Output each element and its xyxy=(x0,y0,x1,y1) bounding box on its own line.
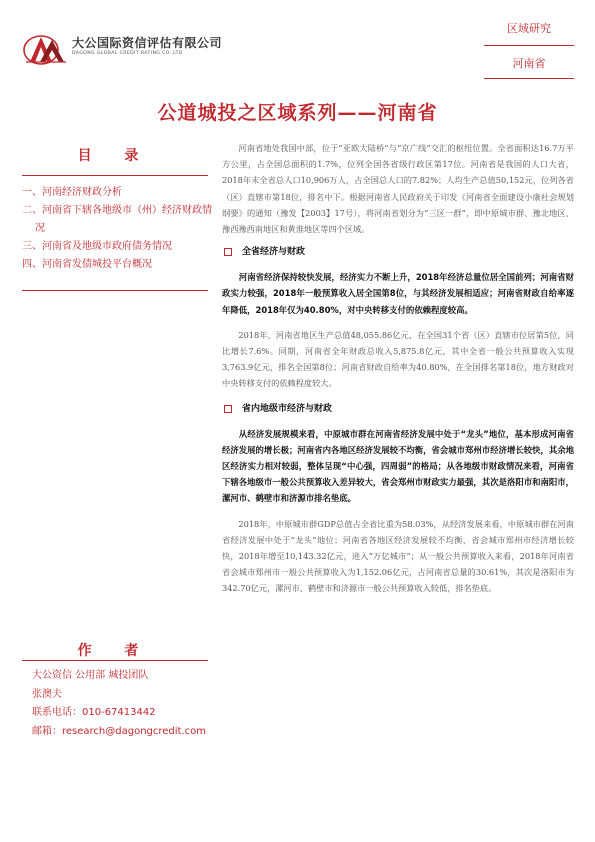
author-heading: 作 者 xyxy=(77,643,153,659)
author-divider xyxy=(22,660,208,661)
province-tag: 河南省 xyxy=(512,57,546,70)
section-heading-text: 全省经济与财政 xyxy=(242,247,306,258)
toc-item[interactable]: 四、河南省发债城投平台概况 xyxy=(22,259,152,270)
toc-divider-top xyxy=(22,175,208,176)
section-heading-text: 省内地级市经济与财政 xyxy=(242,403,333,414)
square-outline-icon xyxy=(224,405,232,413)
category-tag: 区域研究 xyxy=(507,22,551,35)
section2-body: 2018年，中原城市群GDP总值占全省比重为58.03%，从经济发展来看，中原城市群在河南省经济发展中处于“龙头”地位；河南省各地区经济发展较不均衡，省会城市郑州市经济增长较快，2018年增至10,143.32亿元，进入“万亿城市”；从一般公共预算收入来看，2018年河南省省会城市郑州市一般公共预算收入为1,152.06亿元，占河南省总量的30.61%，其次是洛阳市为342.70亿元，漯河市、鹤壁市和济源市一般公共预算收入较低，排名垫底。 xyxy=(222,518,574,594)
section1-summary: 河南省经济保持较快发展，经济实力不断上升，2018年经济总量位居全国前列；河南省财政实力较强，2018年一般预算收入居全国第8位，与其经济发展相适应；河南省财政自给率逐年降低，2018年仅为40.80%，对中央转移支付的依赖程度较高。 xyxy=(222,272,574,315)
toc-item[interactable]: 二、河南省下辖各地级市（州）经济财政情况 xyxy=(22,205,212,234)
author-email[interactable]: 邮箱：research@dagongcredit.com xyxy=(32,725,207,737)
author-team: 大公资信 公用部 城投团队 xyxy=(32,670,149,681)
toc-item[interactable]: 三、河南省及地级市政府债务情况 xyxy=(22,241,172,252)
dagong-logo-icon xyxy=(22,28,68,68)
company-name-cn: 大公国际资信评估有限公司 xyxy=(72,36,223,50)
section-heading-economy xyxy=(222,245,574,259)
report-title: 公道城投之区域系列——河南省 xyxy=(157,102,438,124)
section-heading-cities xyxy=(222,402,574,416)
section2-summary: 从经济发展规模来看，中原城市群在河南省经济发展中处于“龙头”地位，基本形成河南省经济发展的增长极；河南省内各地区经济发展较不均衡，省会城市郑州市经济增长较快，其余地区经济实力相对较弱，整体呈现“中心强，四周弱”的格局；从各地级市财政情况来看，河南省下辖各地级市一般公共预算收入差异较大，省会郑州市财政实力最强，其次是洛阳市和南阳市，漯河市、鹤壁市和济源市排名垫底。 xyxy=(222,428,574,504)
toc-list xyxy=(22,184,212,274)
category-divider xyxy=(484,45,574,46)
toc-item[interactable]: 一、河南经济财政分析 xyxy=(22,187,122,198)
square-outline-icon xyxy=(224,248,232,256)
company-name-en: DAGONG GLOBAL CREDIT RATING CO.,LTD xyxy=(72,51,183,56)
section1-body: 2018年，河南省地区生产总值48,055.86亿元，在全国31个省（区）直辖市位居第5位，同比增长7.6%。同期，河南省全年财政总收入5,875.8亿元，其中全省一般公共预算收入实现3,763.9亿元，排名全国第8位；河南省财政自给率为40.80%，在全国排名第18位，地方财政对中央转移支付的依赖程度较大。 xyxy=(222,329,574,389)
toc-divider-bottom xyxy=(22,290,208,291)
intro-paragraph: 河南省地处我国中部，位于“亚欧大陆桥”与“京广线”交汇的枢纽位置。全省面积达16.7万平方公里，占全国总面积的1.7%，位列全国各省级行政区第17位。河南省是我国的人口大省，2018年末全省总人口10,906万人，占全国总人口的7.82%；人均生产总值50,152元，位列各省（区）直辖市第18位，排名中下。根据河南省人民政府关于印发《河南省全面建设小康社会规划纲要》的通知（豫发【2003】17号），将河南省划分为“三区一群”，即中原城市群、豫北地区、豫西豫西南地区和黄淮地区等四个区域。 xyxy=(222,143,574,235)
author-phone: 联系电话：010-67413442 xyxy=(32,707,156,718)
author-info xyxy=(32,667,212,741)
toc-heading: 目 录 xyxy=(77,148,153,164)
province-divider xyxy=(484,78,574,79)
author-name: 张澳夫 xyxy=(32,688,62,700)
main-content xyxy=(222,140,574,597)
